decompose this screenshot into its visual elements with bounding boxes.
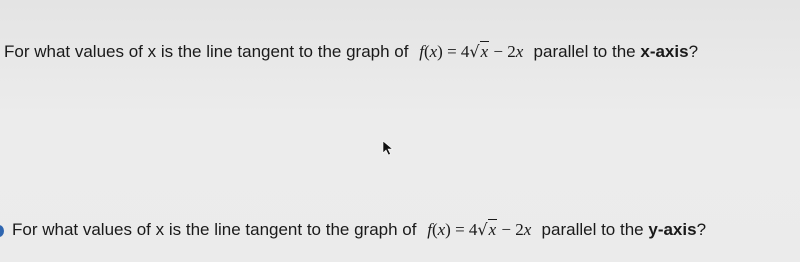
paren-open: ( xyxy=(423,42,430,61)
linear-variable: x xyxy=(515,42,524,61)
radical-sign-icon: √ xyxy=(469,42,480,61)
question-2-axis: y-axis xyxy=(648,220,697,239)
question-2-tail: parallel to the xyxy=(541,220,644,239)
function-variable: x xyxy=(429,42,438,61)
question-1-axis: x-axis xyxy=(640,42,689,61)
question-2 xyxy=(12,219,706,241)
equals-coefficient: ) = 4 xyxy=(437,42,470,61)
function-name: f xyxy=(419,42,424,61)
question-1-lead: For what values of x is the line tangent to the graph of xyxy=(4,42,409,61)
radicand: x xyxy=(480,42,489,61)
function-variable: x xyxy=(437,220,446,239)
question-2-function xyxy=(427,220,535,239)
equals-coefficient: ) = 4 xyxy=(445,220,478,239)
mouse-pointer-icon xyxy=(382,140,394,156)
square-root xyxy=(469,41,489,63)
radical-sign-icon: √ xyxy=(477,220,488,239)
question-1-tail: parallel to the xyxy=(533,42,636,61)
question-2-qmark: ? xyxy=(696,220,707,239)
minus-term: − 2 xyxy=(489,42,516,61)
question-1-function xyxy=(419,42,527,61)
radicand: x xyxy=(488,220,497,239)
radio-bullet-icon[interactable] xyxy=(0,225,4,237)
question-1-qmark: ? xyxy=(688,42,699,61)
question-1 xyxy=(4,41,698,63)
square-root xyxy=(477,219,497,241)
question-2-lead: For what values of x is the line tangent to the graph of xyxy=(12,220,417,239)
paren-open: ( xyxy=(431,220,438,239)
function-name: f xyxy=(427,220,432,239)
linear-variable: x xyxy=(523,220,532,239)
minus-term: − 2 xyxy=(497,220,524,239)
